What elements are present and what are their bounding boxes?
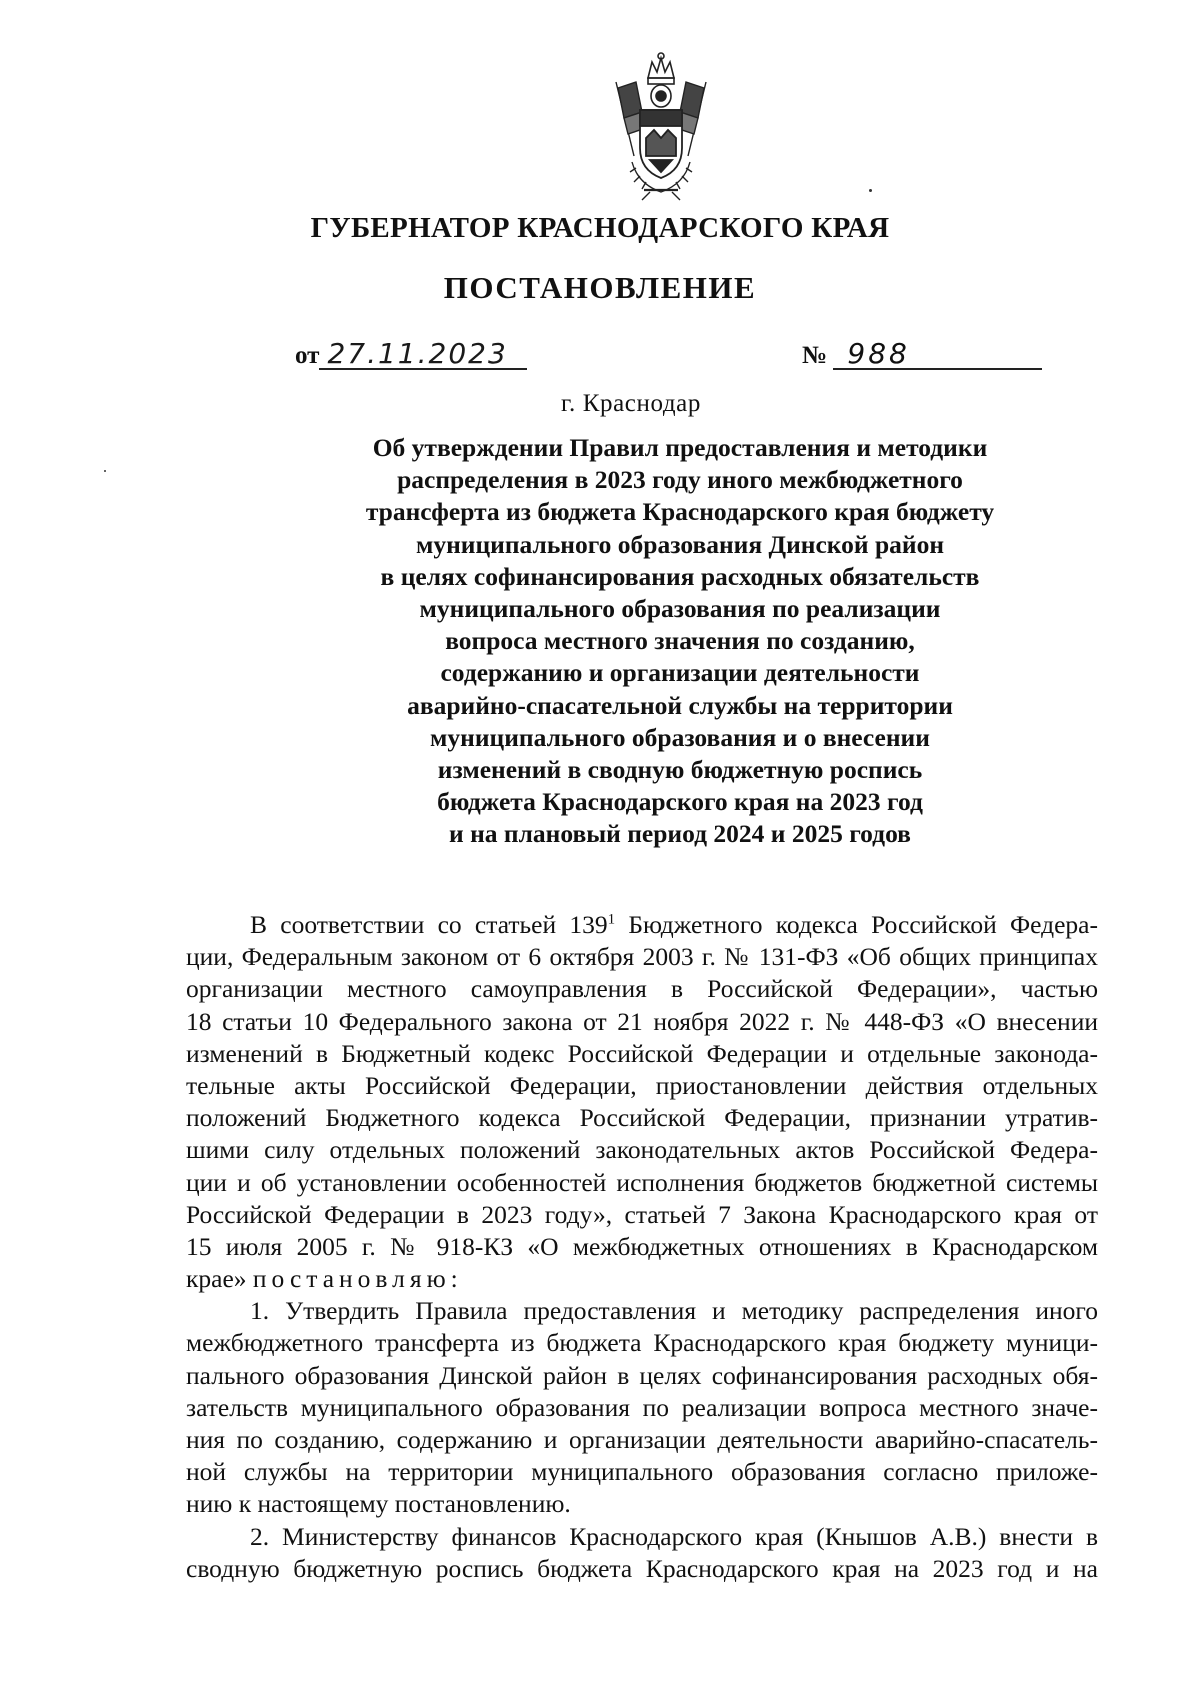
body-line: 18 статьи 10 Федерального закона от 21 ноября 2022 г. № 448-ФЗ «О внесении: [186, 1006, 1098, 1036]
number-value: 988: [833, 340, 1042, 370]
date-value: 27.11.2023: [319, 340, 527, 370]
body-line: положений Бюджетного кодекса Российской Федерации, признании утратив-: [186, 1103, 1098, 1133]
date-field: [295, 337, 527, 370]
body-line: шими силу отдельных положений законодательных актов Российской Федера-: [186, 1135, 1098, 1165]
preamble-start: В соответствии со статьей 139: [250, 910, 608, 939]
item-2-line: 2. Министерству финансов Краснодарского края (Кнышов А.В.) внести в: [250, 1521, 1098, 1551]
item-1-line: ния по созданию, содержанию и организации деятельности аварийно-спасатель-: [186, 1425, 1098, 1454]
title-line: аварийно-спасательной службы на территории: [407, 690, 953, 720]
scan-speck: [104, 470, 106, 472]
resolve-word: постановляю:: [252, 1264, 463, 1294]
title-line: бюджета Краснодарского края на 2023 год: [437, 787, 923, 817]
item-1-line: пального образования Динской район в целях софинансирования расходных обя-: [186, 1360, 1098, 1390]
date-prefix: от: [295, 342, 320, 369]
body-line: ции, Федеральным законом от 6 октября 2003 г. № 131-ФЗ «Об общих принципах: [186, 942, 1098, 972]
issuing-authority: ГУБЕРНАТОР КРАСНОДАРСКОГО КРАЯ: [310, 212, 890, 244]
title-line: муниципального образования Динской район: [415, 529, 945, 559]
body-line: тельные акты Российской Федерации, приостановлении действия отдельных: [186, 1070, 1098, 1100]
item-1-line: нию к настоящему постановлению.: [186, 1489, 571, 1519]
preamble-start-end: Бюджетного кодекса Российской Федера-: [615, 910, 1098, 939]
body-line: организации местного самоуправления в Российской Федерации», частью: [186, 974, 1098, 1004]
coat-of-arms-emblem: [602, 52, 720, 202]
body-line: 15 июля 2005 г. № 918-КЗ «О межбюджетных отношениях в Краснодарском: [186, 1231, 1098, 1261]
body-line: Российской Федерации в 2023 году», статьей 7 Закона Краснодарского края от: [186, 1199, 1098, 1229]
item-1-line: ной службы на территории муниципального образования согласно приложе-: [186, 1457, 1098, 1487]
title-line: в целях софинансирования расходных обязательств: [380, 561, 980, 591]
city-line: г. Краснодар: [561, 390, 701, 417]
document-type-title: ПОСТАНОВЛЕНИЕ: [443, 270, 757, 305]
item-1-line: зательств муниципального образования по реализации вопроса местного значе-: [186, 1392, 1098, 1422]
body-line: [186, 909, 1098, 941]
title-line: содержанию и организации деятельности: [440, 658, 920, 688]
document-body: [186, 909, 1098, 1585]
title-line: и на плановый период 2024 и 2025 годов: [449, 819, 911, 849]
item-1-line: 1. Утвердить Правила предоставления и методику распределения иного: [250, 1296, 1098, 1326]
title-line: трансферта из бюджета Краснодарского края бюджету: [365, 497, 995, 527]
title-line: вопроса местного значения по созданию,: [445, 626, 915, 656]
article-superscript: 1: [607, 911, 616, 928]
title-line: муниципального образования и о внесении: [430, 722, 930, 752]
item-1-line: межбюджетного трансферта из бюджета Краснодарского края бюджету муници-: [186, 1328, 1098, 1358]
number-field: [802, 337, 1042, 370]
title-line: муниципального образования по реализации: [419, 594, 941, 624]
body-line: изменений в Бюджетный кодекс Российской Федерации и отдельные законода-: [186, 1038, 1098, 1068]
number-prefix: №: [802, 342, 828, 369]
scan-speck: [869, 189, 872, 192]
preamble-last: крае»: [186, 1264, 247, 1294]
body-line: [186, 1263, 1098, 1295]
document-subject-title: [280, 432, 1080, 851]
body-line: ции и об установлении особенностей исполнения бюджетов бюджетной системы: [186, 1167, 1098, 1197]
title-line: Об утверждении Правил предоставления и методики: [372, 433, 988, 462]
item-2-line: сводную бюджетную роспись бюджета Краснодарского края на 2023 год и на: [186, 1553, 1098, 1583]
title-line: изменений в сводную бюджетную роспись: [437, 755, 923, 785]
title-line: распределения в 2023 году иного межбюджетного: [397, 465, 963, 495]
